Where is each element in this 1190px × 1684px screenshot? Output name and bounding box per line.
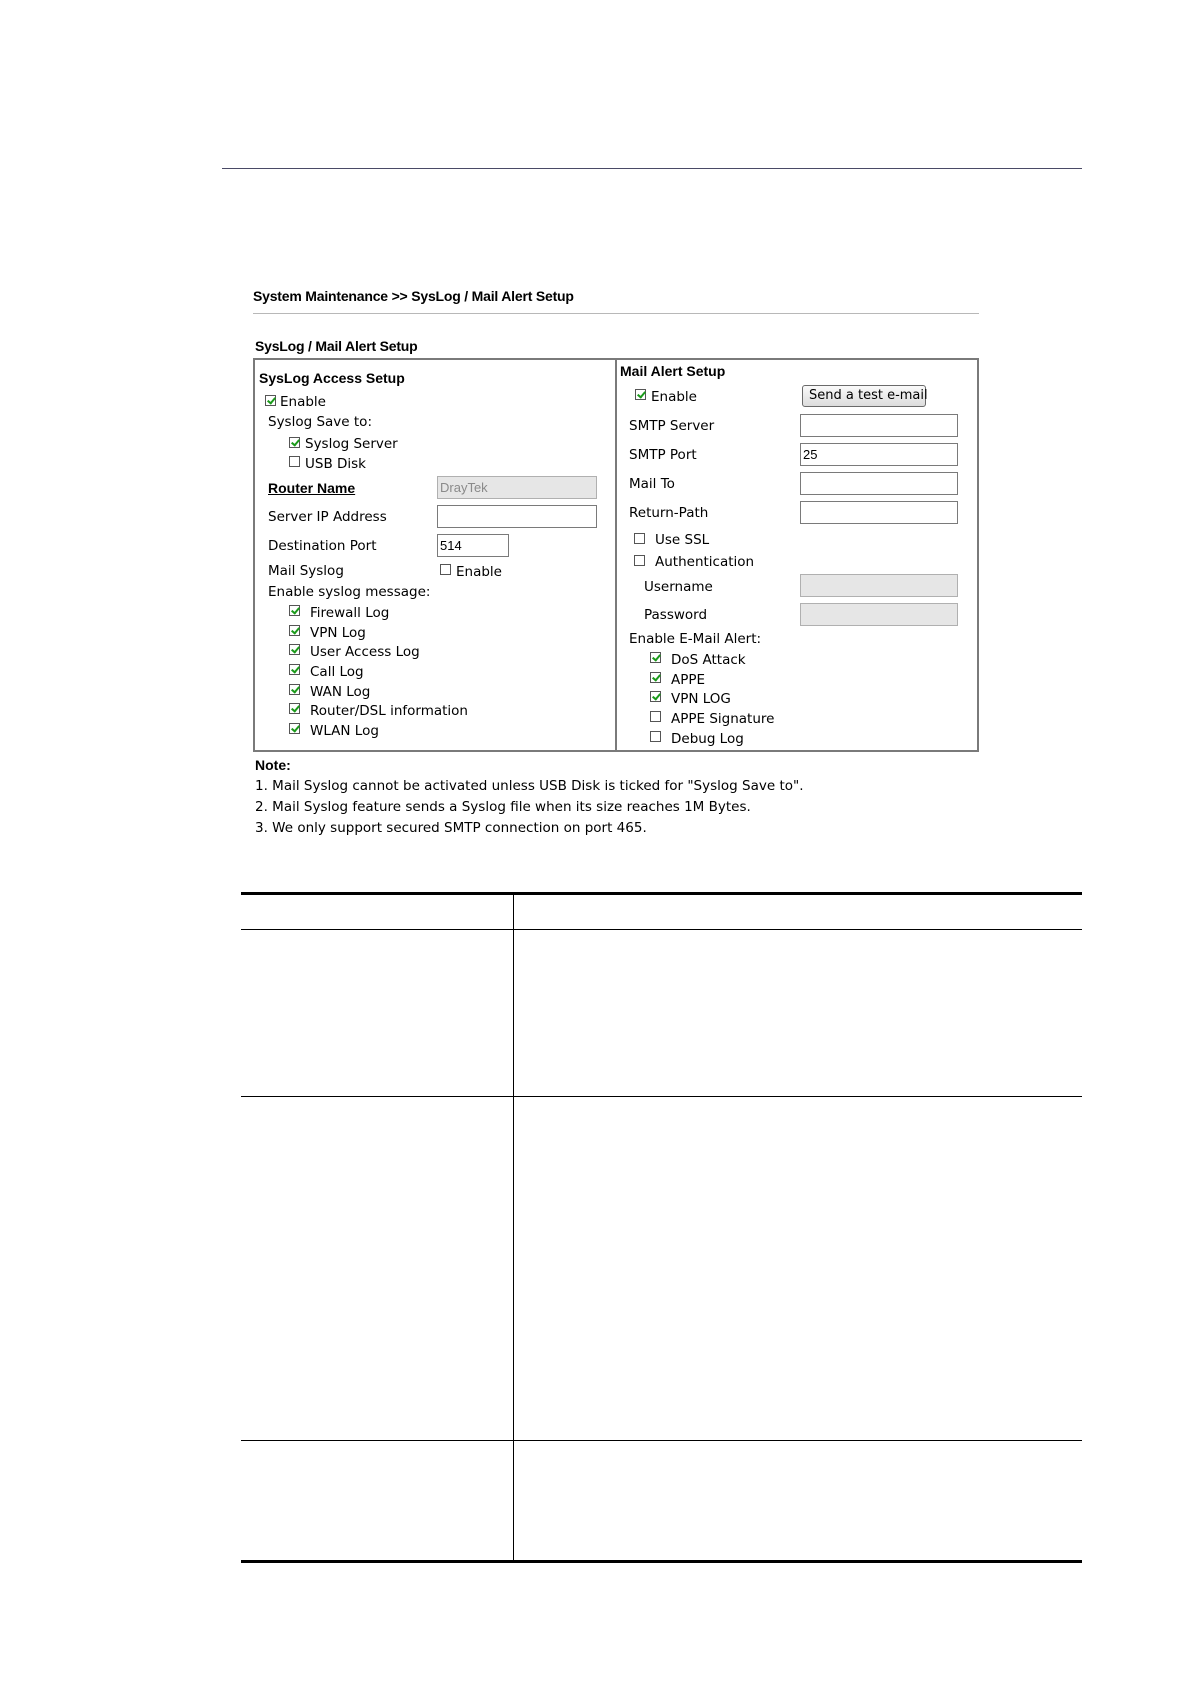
authentication-checkbox[interactable] bbox=[634, 555, 645, 566]
table-column-divider bbox=[513, 893, 514, 1561]
note-item-2: 2. Mail Syslog feature sends a Syslog file when its size reaches 1M Bytes. bbox=[255, 799, 751, 815]
firewall-log-checkbox[interactable] bbox=[289, 605, 300, 616]
page-header-rule bbox=[222, 168, 1082, 169]
enable-email-alert-label: Enable E-Mail Alert: bbox=[629, 631, 762, 647]
server-ip-label: Server IP Address bbox=[268, 509, 387, 525]
mail-syslog-enable-checkbox[interactable] bbox=[440, 564, 451, 575]
section-title: SysLog / Mail Alert Setup bbox=[255, 338, 418, 354]
wan-log-checkbox[interactable] bbox=[289, 684, 300, 695]
mail-syslog-enable-label: Enable bbox=[456, 564, 502, 580]
mail-enable-label: Enable bbox=[651, 389, 697, 405]
firewall-log-label: Firewall Log bbox=[310, 605, 390, 621]
user-access-log-checkbox[interactable] bbox=[289, 644, 300, 655]
appe-label: APPE bbox=[671, 672, 706, 688]
breadcrumb-rule bbox=[253, 313, 979, 314]
syslog-enable-label: Enable bbox=[280, 394, 326, 410]
table-bottom-rule bbox=[241, 1560, 1082, 1563]
note-item-1: 1. Mail Syslog cannot be activated unless USB Disk is ticked for "Syslog Save to". bbox=[255, 778, 804, 794]
mail-to-label: Mail To bbox=[629, 476, 675, 492]
destination-port-label: Destination Port bbox=[268, 538, 377, 554]
vpn-log-label: VPN Log bbox=[310, 625, 366, 641]
table-row-rule bbox=[241, 1096, 1082, 1097]
password-input[interactable] bbox=[800, 603, 958, 626]
return-path-input[interactable] bbox=[800, 501, 958, 524]
debug-log-checkbox[interactable] bbox=[650, 731, 661, 742]
username-input[interactable] bbox=[800, 574, 958, 597]
table-top-rule bbox=[241, 892, 1082, 895]
vpn-log-alert-checkbox[interactable] bbox=[650, 691, 661, 702]
router-dsl-info-label: Router/DSL information bbox=[310, 703, 468, 719]
mail-enable-checkbox[interactable] bbox=[635, 389, 646, 400]
wlan-log-checkbox[interactable] bbox=[289, 723, 300, 734]
table-header-rule bbox=[241, 929, 1082, 930]
server-ip-input[interactable] bbox=[437, 505, 597, 528]
table-row-rule bbox=[241, 1440, 1082, 1441]
appe-signature-checkbox[interactable] bbox=[650, 711, 661, 722]
syslog-server-label: Syslog Server bbox=[305, 436, 398, 452]
syslog-save-to-label: Syslog Save to: bbox=[268, 414, 372, 430]
debug-log-label: Debug Log bbox=[671, 731, 744, 747]
wlan-log-label: WLAN Log bbox=[310, 723, 379, 739]
dos-attack-label: DoS Attack bbox=[671, 652, 746, 668]
destination-port-input[interactable] bbox=[437, 534, 509, 557]
smtp-port-label: SMTP Port bbox=[629, 447, 697, 463]
syslog-enable-checkbox[interactable] bbox=[265, 395, 276, 406]
use-ssl-checkbox[interactable] bbox=[634, 533, 645, 544]
vpn-log-alert-label: VPN LOG bbox=[671, 691, 731, 707]
send-test-email-button[interactable]: Send a test e-mail bbox=[802, 385, 926, 407]
usb-disk-checkbox[interactable] bbox=[289, 456, 300, 467]
use-ssl-label: Use SSL bbox=[655, 532, 710, 548]
smtp-server-label: SMTP Server bbox=[629, 418, 715, 434]
mail-alert-heading: Mail Alert Setup bbox=[620, 363, 726, 379]
smtp-server-input[interactable] bbox=[800, 414, 958, 437]
dos-attack-checkbox[interactable] bbox=[650, 652, 661, 663]
username-label: Username bbox=[644, 579, 713, 595]
smtp-port-input[interactable] bbox=[800, 443, 958, 466]
authentication-label: Authentication bbox=[655, 554, 755, 570]
password-label: Password bbox=[644, 607, 708, 623]
enable-syslog-message-label: Enable syslog message: bbox=[268, 584, 431, 600]
appe-signature-label: APPE Signature bbox=[671, 711, 775, 727]
router-dsl-info-checkbox[interactable] bbox=[289, 703, 300, 714]
call-log-checkbox[interactable] bbox=[289, 664, 300, 675]
router-name-input[interactable] bbox=[437, 476, 597, 499]
router-name-label: Router Name bbox=[268, 480, 356, 496]
usb-disk-label: USB Disk bbox=[305, 456, 367, 472]
vpn-log-checkbox[interactable] bbox=[289, 625, 300, 636]
note-item-3: 3. We only support secured SMTP connection on port 465. bbox=[255, 820, 647, 836]
syslog-server-checkbox[interactable] bbox=[289, 437, 300, 448]
return-path-label: Return-Path bbox=[629, 505, 709, 521]
mail-syslog-label: Mail Syslog bbox=[268, 563, 344, 579]
user-access-log-label: User Access Log bbox=[310, 644, 420, 660]
breadcrumb: System Maintenance >> SysLog / Mail Alert Setup bbox=[253, 288, 574, 304]
note-heading: Note: bbox=[255, 757, 291, 773]
syslog-access-heading: SysLog Access Setup bbox=[259, 370, 405, 386]
call-log-label: Call Log bbox=[310, 664, 364, 680]
mail-to-input[interactable] bbox=[800, 472, 958, 495]
wan-log-label: WAN Log bbox=[310, 684, 371, 700]
appe-checkbox[interactable] bbox=[650, 672, 661, 683]
